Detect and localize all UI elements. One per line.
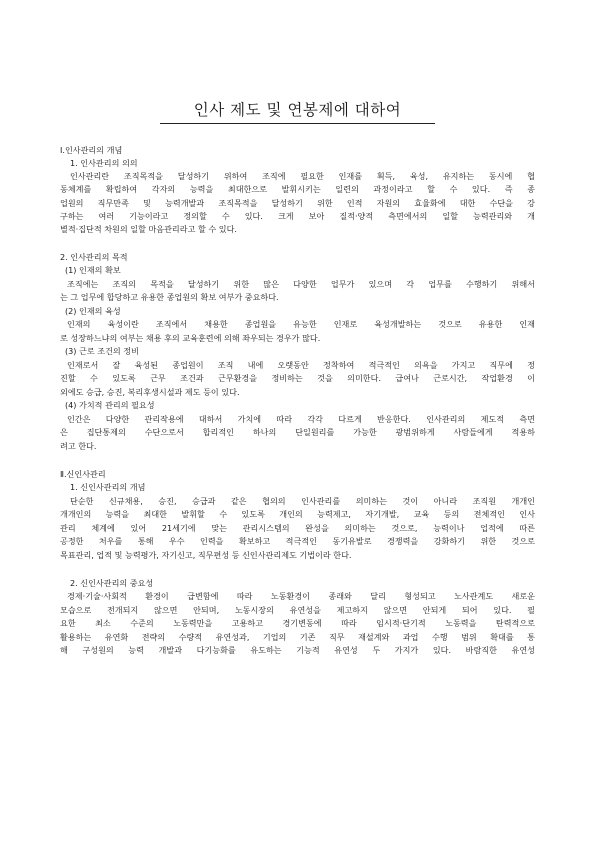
subsection-heading: 2. 신인사관리의 중요성 xyxy=(70,578,154,588)
paragraph-line: 동체계를 확립하여 각자의 능력을 최대한으로 발휘시키는 일련의 과정이라고 할 수 있다. 즉 종 xyxy=(60,184,535,194)
paragraph-line: 인재의 육성이란 조직에서 채용한 종업원을 유능한 인재로 육성개발하는 것으로 유용한 인재 xyxy=(67,319,535,329)
paragraph-line: 목표관리, 업적 및 능력평가, 자기신고, 직무편성 등 신인사관리제도 기법이라 한다. xyxy=(60,550,352,560)
paragraph-line: 진할 수 있도록 근무 조건과 근무환경을 정비하는 것을 의미한다. 급여나 근로시간, 작업환경 이 xyxy=(60,373,535,383)
paragraph-line: 업원의 직무만족 및 능력개발과 조직목적을 달성하기 위한 인적 자원의 효율화에 대한 수단을 강 xyxy=(60,198,535,208)
paragraph-line: 관리 체계에 있어 21세기에 맞는 관리시스템의 완성을 의미하는 것으로, 능력이나 업적에 따른 xyxy=(60,523,535,533)
paragraph-line: 인간은 다양한 관리작용에 대하서 가치에 따라 각각 다르게 반응한다. 인사관리의 제도적 측면 xyxy=(67,414,535,424)
paragraph-line: 로 성장하느냐의 여부는 채용 후의 교육훈련에 의해 좌우되는 경우가 많다. xyxy=(60,333,321,343)
paragraph-line: 활용하는 유연화 전략의 수량적 유연성과, 기업의 기존 직무 재설계와 과업 수행 범위 확대를 통 xyxy=(60,632,535,642)
paragraph-line: 해 구성원의 능력 개발과 다기능화를 유도하는 기능적 유연성 두 가지가 있다. 바람직한 유연성 xyxy=(60,645,535,655)
paragraph-line: 공정한 처우를 통해 우수 인력을 확보하고 적극적인 동기유발로 경쟁력을 강화하기 위한 것으로 xyxy=(60,536,535,546)
subsection-heading: 1. 인사관리의 의의 xyxy=(70,158,138,168)
paragraph-line: 인사관리란 조직목적을 달성하기 위하여 조직에 필요한 인재를 획득, 육성, 유지하는 동시에 협 xyxy=(70,171,535,181)
paragraph-line: 인재로서 잘 육성된 종업원이 조직 내에 오랫동안 정착하여 적극적인 의욕을 가지고 직무에 정 xyxy=(67,360,535,370)
item-heading: (2) 인재의 육성 xyxy=(65,306,121,316)
paragraph-line: 별적·집단적 차원의 일할 마음관리라고 할 수 있다. xyxy=(60,224,237,234)
paragraph-line: 외에도 승급, 승진, 복리후생시설과 제도 등이 있다. xyxy=(60,387,240,397)
paragraph-line: 모습으로 전개되지 않으면 안되며, 노동시장의 유연성을 제고하지 않으면 안되게 되어 있다. 필 xyxy=(60,605,535,615)
item-heading: (3) 근로 조건의 정비 xyxy=(65,346,139,356)
paragraph-line: 단순한 신규채용, 승진, 승급과 같은 협의의 인사관리를 의미하는 것이 아니라 조직원 개개인 xyxy=(70,496,535,506)
title-underline xyxy=(160,123,435,124)
paragraph-line: 경제·기술·사회적 환경이 급변함에 따라 노동환경이 종래와 달리 형성되고 노사관계도 새로운 xyxy=(67,591,535,601)
document-title: 인사 제도 및 연봉제에 대하여 xyxy=(193,101,402,119)
section-heading: Ⅰ.인사관리의 개념 xyxy=(60,145,123,155)
paragraph-line: 조직에는 조직의 목적을 달성하기 위한 많은 다양한 업무가 있으며 각 업무를 수행하기 위해서 xyxy=(67,279,535,289)
section-heading: Ⅱ.신인사관리 xyxy=(60,469,106,479)
paragraph-line: 요한 최소 수준의 노동력만을 고용하고 경기변동에 따라 임시적·단기적 노동력을 탄력적으로 xyxy=(60,618,535,628)
subsection-heading: 1. 신인사관리의 개념 xyxy=(70,482,146,492)
section-heading: 2. 인사관리의 목적 xyxy=(60,252,128,262)
paragraph-line: 는 그 업무에 합당하고 유용한 종업원의 확보 여부가 중요하다. xyxy=(60,292,279,302)
item-heading: (1) 인재의 확보 xyxy=(65,265,121,275)
paragraph-line: 개개인의 능력을 최대한 발휘할 수 있도록 개인의 능력제고, 자기개발, 교육 등의 전체적인 인사 xyxy=(60,509,535,519)
item-heading: (4) 가치적 관리의 필요성 xyxy=(65,400,155,410)
paragraph-line: 은 집단통제의 수단으로서 합리적인 하나의 단일원리를 가능한 광범위하게 사람들에게 적용하 xyxy=(60,427,535,437)
paragraph-line: 려고 한다. xyxy=(60,441,97,451)
paragraph-line: 구하는 여러 기능이라고 정의할 수 있다. 크게 보아 질적·양적 측면에서의 일할 능력관리와 개 xyxy=(60,211,535,221)
